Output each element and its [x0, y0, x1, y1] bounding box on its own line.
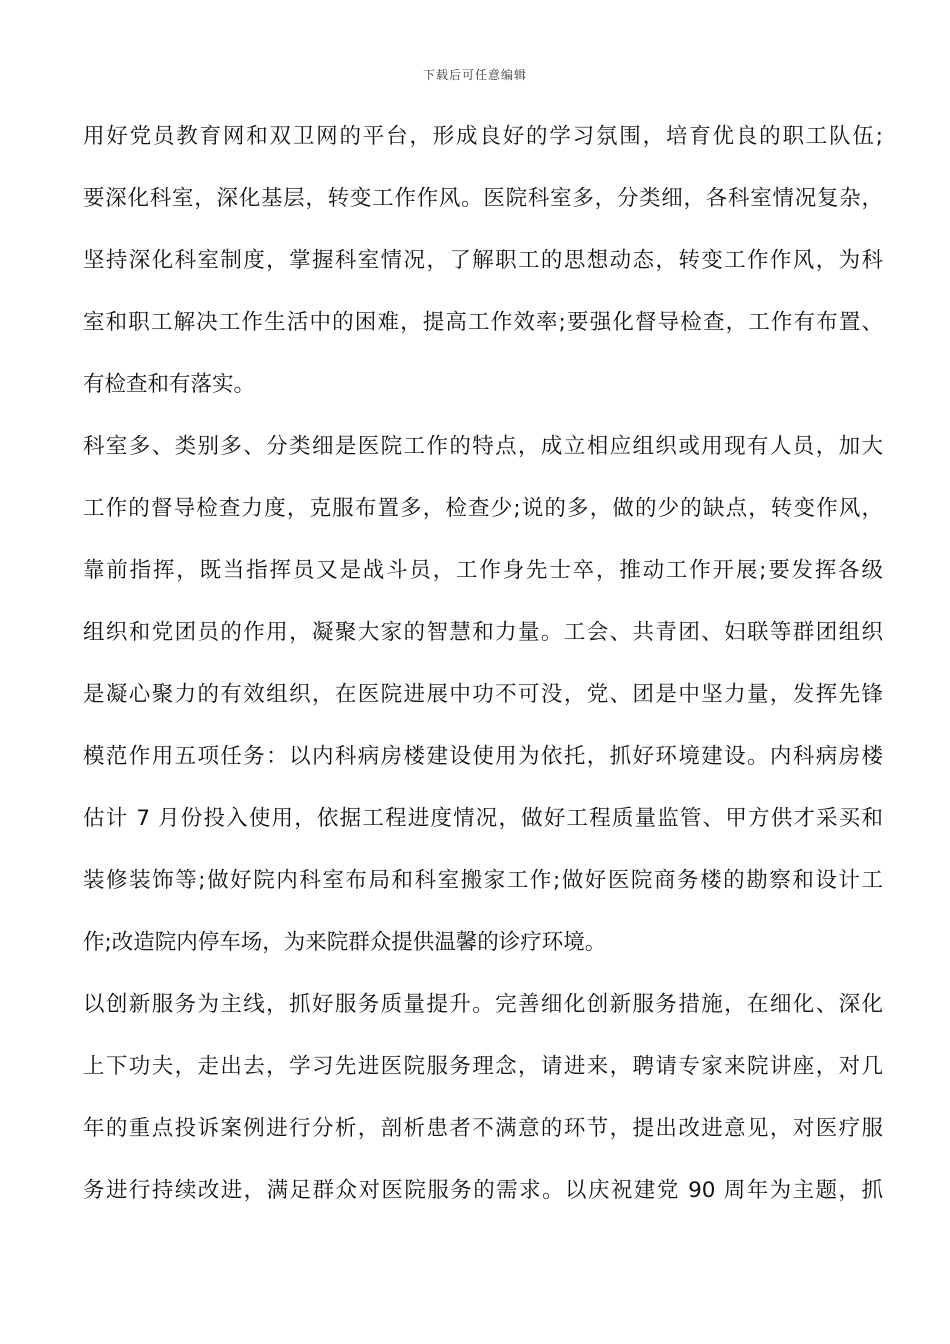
text-line: 要深化科室，深化基层，转变工作作风。医院科室多，分类细，各科室情况复杂，: [83, 186, 883, 211]
page-header: 下载后可任意编辑: [422, 68, 527, 82]
text-line: 年的重点投诉案例进行分析，剖析患者不满意的环节，提出改进意见，对医疗服: [83, 1116, 883, 1141]
text-line: 估计 7 月份投入使用，依据工程进度情况，做好工程质量监管、甲方供才采买和: [83, 806, 883, 831]
text-line: 作;改造院内停车场，为来院群众提供温馨的诊疗环境。: [83, 930, 607, 955]
text-line: 装修装饰等;做好院内科室布局和科室搬家工作;做好医院商务楼的勘察和设计工: [83, 868, 883, 893]
text-line: 用好党员教育网和双卫网的平台，形成良好的学习氛围，培育优良的职工队伍;: [83, 124, 883, 149]
text-line: 靠前指挥，既当指挥员又是战斗员，工作身先士卒，推动工作开展;要发挥各级: [83, 558, 883, 583]
document-body: [83, 112, 883, 1228]
text-line: 有检查和有落实。: [83, 372, 256, 397]
text-line: 上下功夫，走出去，学习先进医院服务理念，请进来，聘请专家来院讲座，对几: [83, 1054, 883, 1079]
text-line: 坚持深化科室制度，掌握科室情况，了解职工的思想动态，转变工作作风，为科: [83, 248, 883, 273]
text-line: 务进行持续改进，满足群众对医院服务的需求。以庆祝建党 90 周年为主题，抓: [83, 1178, 883, 1203]
text-line: 科室多、类别多、分类细是医院工作的特点，成立相应组织或用现有人员，加大: [83, 434, 883, 459]
text-line: 以创新服务为主线，抓好服务质量提升。完善细化创新服务措施，在细化、深化: [83, 992, 883, 1017]
text-line: 工作的督导检查力度，克服布置多，检查少;说的多，做的少的缺点，转变作风，: [83, 496, 883, 521]
text-line: 模范作用五项任务：以内科病房楼建设使用为依托，抓好环境建设。内科病房楼: [83, 744, 883, 769]
text-line: 组织和党团员的作用，凝聚大家的智慧和力量。工会、共青团、妇联等群团组织: [83, 620, 883, 645]
text-line: 是凝心聚力的有效组织，在医院进展中功不可没，党、团是中坚力量，发挥先锋: [83, 682, 883, 707]
text-line: 室和职工解决工作生活中的困难，提高工作效率;要强化督导检查，工作有布置、: [83, 310, 883, 335]
